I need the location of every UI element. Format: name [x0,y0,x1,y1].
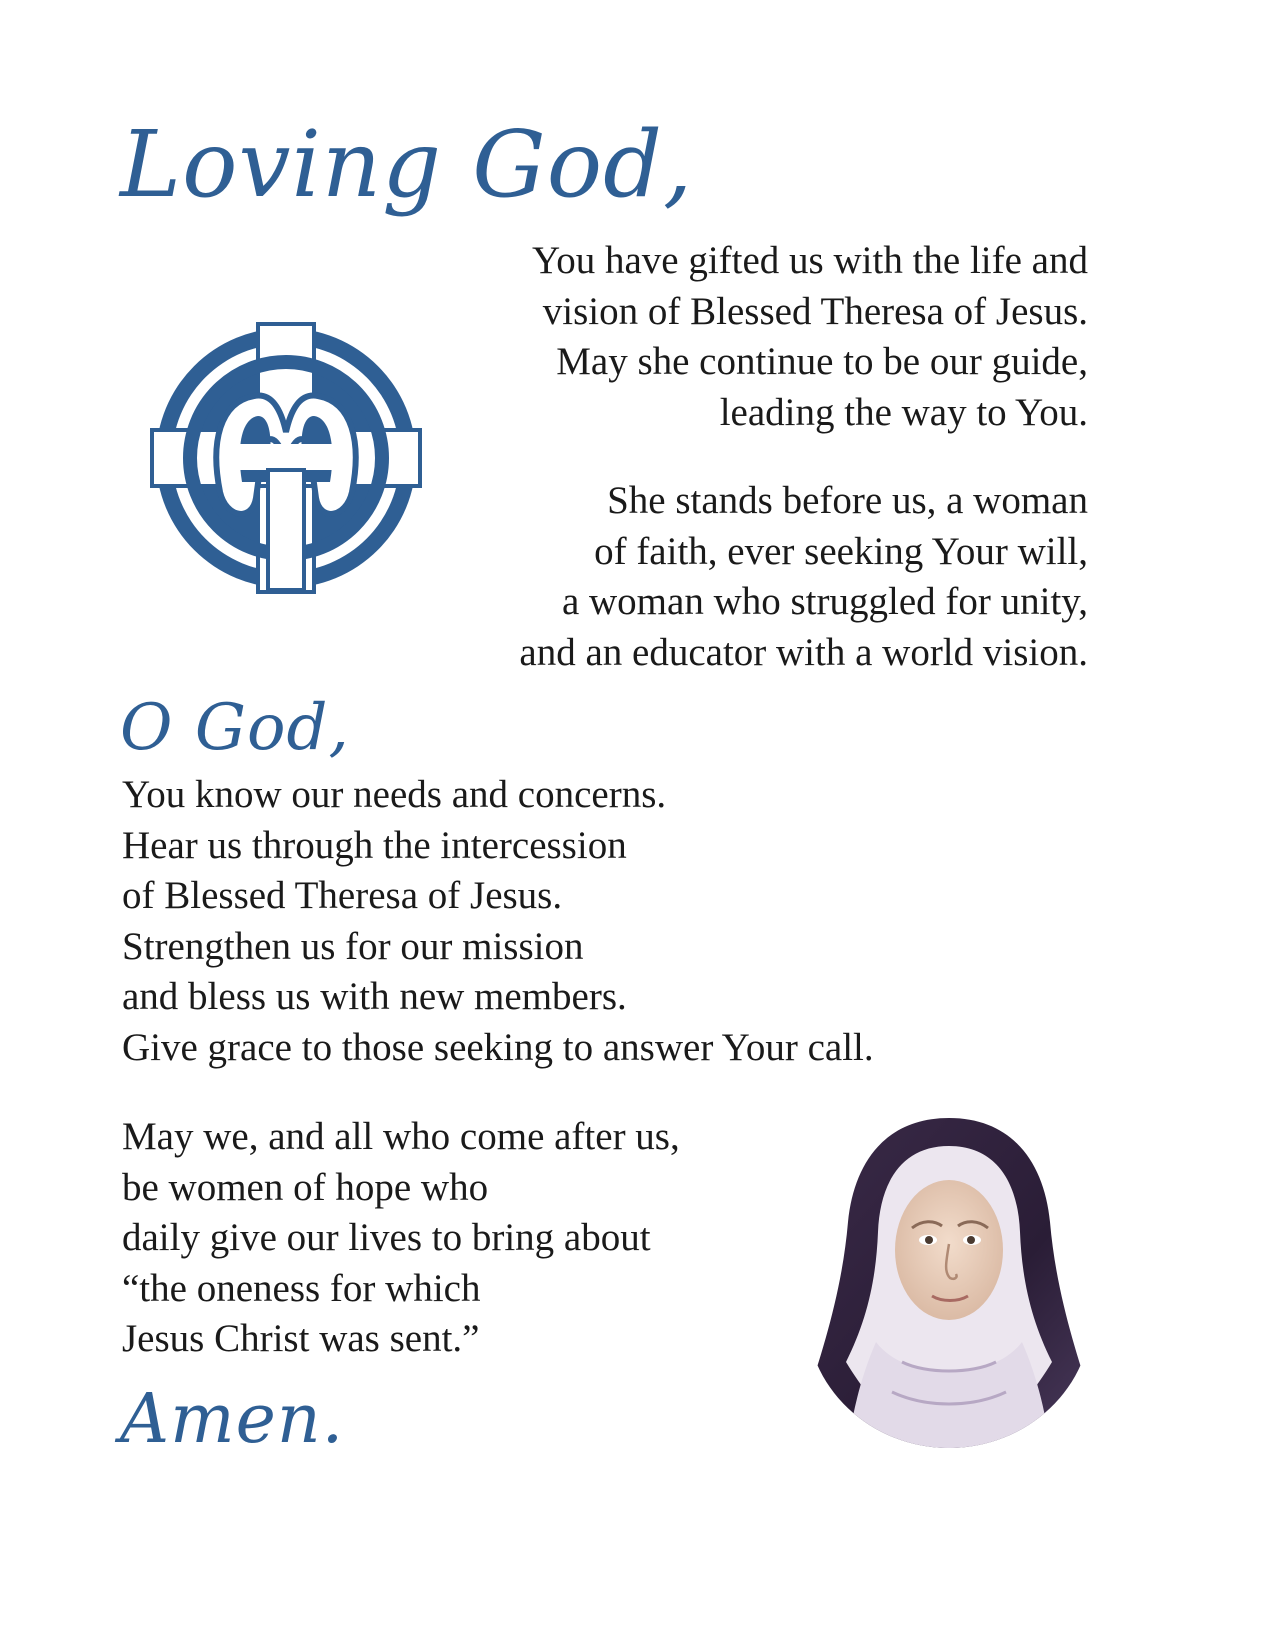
stanza-line: Jesus Christ was sent.” [122,1317,480,1360]
stanza-line: May she continue to be our guide, [556,340,1088,383]
stanza-line: She stands before us, a woman [607,479,1088,522]
heading-loving-god: Loving God, [120,111,694,218]
stanza-line: You have gifted us with the life and [531,239,1088,282]
stanza-line: of Blessed Theresa of Jesus. [122,874,563,917]
heading-o-god: O God, [120,691,350,765]
stanza-line: daily give our lives to bring about [122,1216,651,1259]
stanza-line: and bless us with new members. [122,975,627,1018]
stanza-line: be women of hope who [122,1165,489,1209]
stanza-line: a woman who struggled for unity, [561,580,1088,623]
celtic-cross-logo-icon [150,322,422,594]
stanza-line: You know our needs and concerns. [122,773,667,816]
stanza-line: vision of Blessed Theresa of Jesus. [542,289,1088,333]
stanza-line: and an educator with a world vision. [519,630,1088,674]
stanza-line: “the oneness for which [122,1266,481,1310]
stanza-third [122,770,874,1073]
heading-amen: Amen. [120,1380,345,1459]
stanza-line: leading the way to You. [719,390,1088,434]
stanza-line: of faith, ever seeking Your will, [594,529,1088,573]
stanza-first [532,236,1088,438]
nun-portrait [806,1112,1092,1448]
stanza-line: Give grace to those seeking to answer Your call. [122,1025,874,1069]
stanza-line: Strengthen us for our mission [122,924,584,968]
stanza-line: May we, and all who come after us, [122,1115,680,1158]
stanza-fourth [122,1112,680,1365]
stanza-second [519,476,1088,678]
stanza-line: Hear us through the intercession [122,823,627,867]
